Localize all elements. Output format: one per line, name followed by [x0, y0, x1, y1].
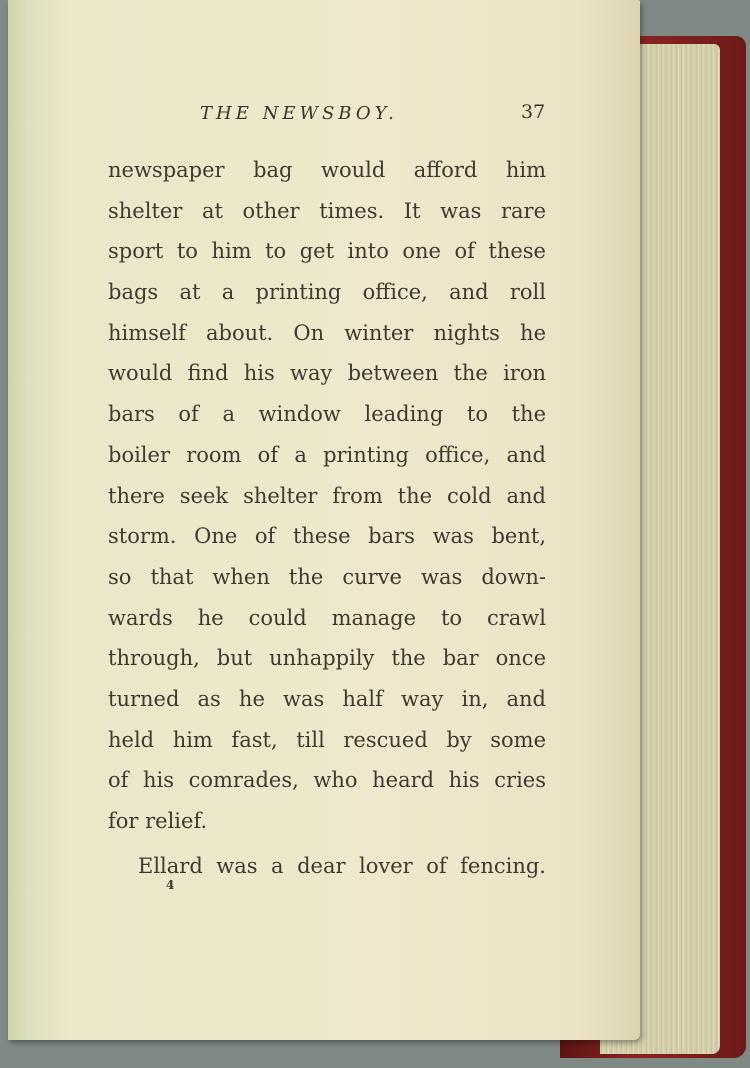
- page-number: 37: [521, 101, 546, 123]
- text-line: there seek shelter from the cold and: [108, 483, 546, 508]
- text-line: so that when the curve was down-: [108, 564, 546, 589]
- text-line: newspaper bag would afford him: [108, 158, 546, 182]
- paragraph-start-line: Ellard was a dear lover of fencing.: [138, 853, 546, 878]
- text-line: sport to him to get into one of these: [108, 239, 546, 264]
- page-gutter: [8, 0, 30, 1040]
- text-line: shelter at other times. It was rare: [108, 198, 546, 223]
- text-line: boiler room of a printing office, and: [108, 442, 546, 467]
- signature-mark: 4: [166, 878, 175, 892]
- text-line: turned as he was half way in, and: [108, 686, 546, 711]
- text-line: for relief.: [108, 809, 208, 833]
- text-line: held him fast, till rescued by some: [108, 727, 546, 752]
- body-text: [108, 150, 546, 886]
- text-line: himself about. On winter nights he: [108, 320, 546, 345]
- text-line: of his comrades, who heard his cries: [108, 768, 546, 793]
- text-line: wards he could manage to crawl: [108, 605, 546, 630]
- text-line: bars of a window leading to the: [108, 402, 546, 427]
- running-head: THE NEWSBOY.: [200, 103, 398, 124]
- text-line: would find his way between the iron: [108, 361, 546, 386]
- text-line: storm. One of these bars was bent,: [108, 524, 546, 549]
- text-line: through, but unhappily the bar once: [108, 646, 546, 671]
- text-line: bags at a printing office, and roll: [108, 280, 546, 305]
